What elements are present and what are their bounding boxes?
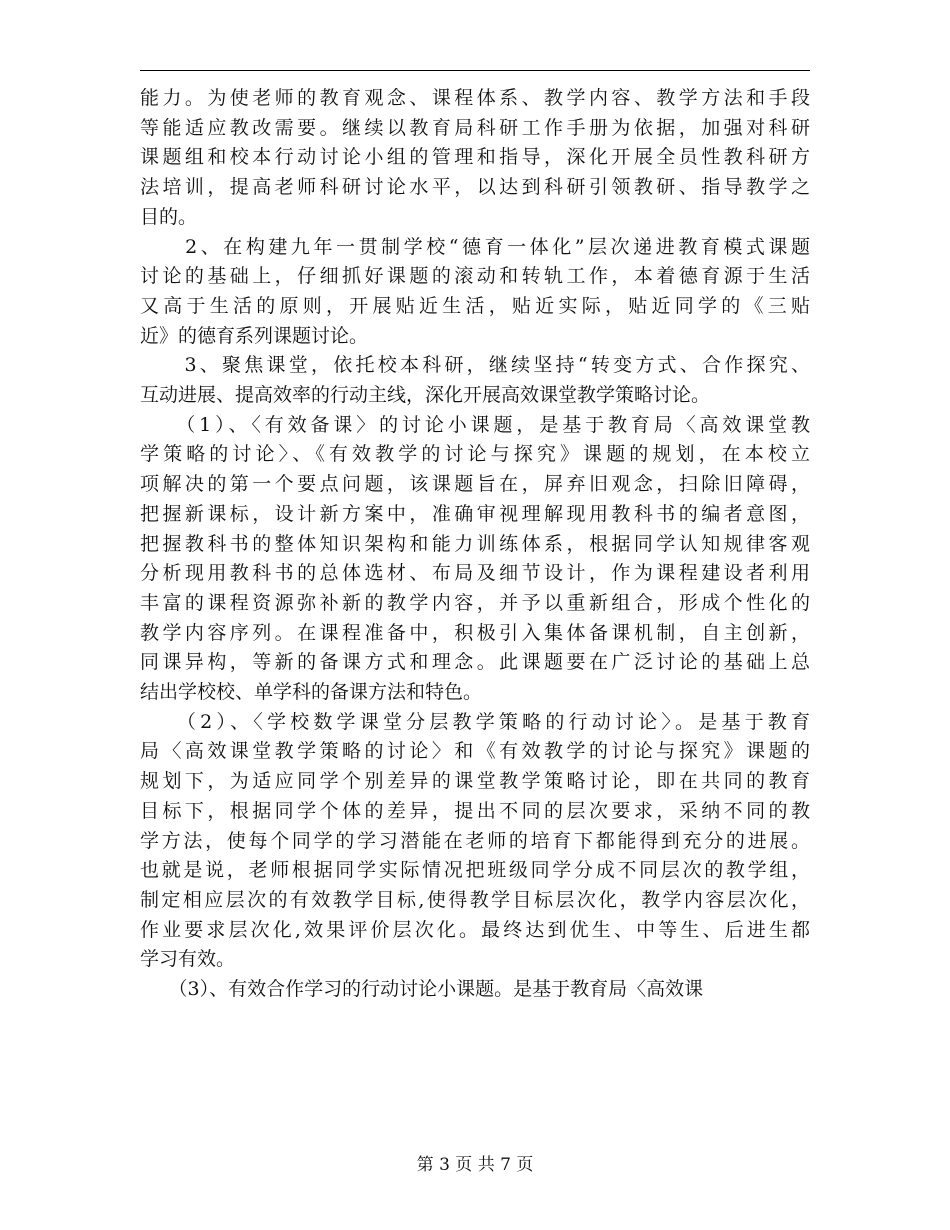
text-line: 把握新课标，设计新方案中，准确审视理解现用教科书的编者意图， [140, 502, 810, 525]
text-line: 等能适应教改需要。继续以教育局科研工作手册为依据，加强对科研 [140, 116, 810, 139]
text-line: 作业要求层次化,效果评价层次化。最终达到优生、中等生、后进生都 [140, 918, 810, 941]
text-line: 2、在构建九年一贯制学校“德育一体化”层次递进教育模式课题 [140, 235, 810, 258]
text-line: 分析现用教科书的总体选材、布局及细节设计，作为课程建设者利用 [140, 562, 810, 585]
header-rule [140, 70, 810, 71]
page-footer: 第 3 页 共 7 页 [416, 1155, 534, 1175]
text-line: 课题组和校本行动讨论小组的管理和指导，深化开展全员性教科研方 [140, 146, 810, 169]
text-line: （2）、〈学校数学课堂分层教学策略的行动讨论〉。是基于教育 [140, 710, 810, 733]
text-line: 又高于生活的原则，开展贴近生活，贴近实际，贴近同学的《三贴 [140, 294, 810, 317]
text-line: 学策略的讨论〉、《有效教学的讨论与探究》课题的规划，在本校立 [140, 443, 810, 466]
text-line: 互动进展、提高效率的行动主线，深化开展高效课堂教学策略讨论。 [140, 384, 711, 407]
text-line: 3、聚焦课堂，依托校本科研，继续坚持“转变方式、合作探究、 [140, 354, 810, 377]
text-line: 局〈高效课堂教学策略的讨论〉和《有效教学的讨论与探究》课题的 [140, 740, 810, 763]
text-line: 能力。为使老师的教育观念、课程体系、教学内容、教学方法和手段 [140, 87, 810, 109]
text-line: 讨论的基础上，仔细抓好课题的滚动和转轨工作，本着德育源于生活 [140, 265, 810, 288]
text-line: （1）、〈有效备课〉的讨论小课题，是基于教育局〈高效课堂教 [140, 413, 810, 436]
text-line: 把握教科书的整体知识架构和能力训练体系，根据同学认知规律客观 [140, 532, 810, 555]
text-line: 同课异构，等新的备课方式和理念。此课题要在广泛讨论的基础上总 [140, 651, 810, 674]
text-line: 法培训，提高老师科研讨论水平，以达到科研引领教研、指导教学之 [140, 176, 810, 199]
text-line: 结出学校校、单学科的备课方法和特色。 [140, 681, 483, 704]
text-line: （3）、有效合作学习的行动讨论小课题。是基于教育局〈高效课 [140, 978, 704, 1001]
body-text [140, 84, 810, 1005]
text-line: 制定相应层次的有效教学目标,使得教学目标层次化，教学内容层次化， [140, 888, 810, 911]
text-line: 目的。 [140, 205, 198, 228]
text-line: 学习有效。 [140, 948, 236, 971]
text-line: 项解决的第一个要点问题，该课题旨在，屏弃旧观念，扫除旧障碍， [140, 473, 810, 496]
text-line: 丰富的课程资源弥补新的教学内容，并予以重新组合，形成个性化的 [140, 591, 810, 614]
text-line: 也就是说，老师根据同学实际情况把班级同学分成不同层次的教学组， [140, 859, 810, 882]
text-line: 学方法，使每个同学的学习潜能在老师的培育下都能得到充分的进展。 [140, 829, 810, 852]
text-line: 目标下，根据同学个体的差异，提出不同的层次要求，采纳不同的教 [140, 799, 810, 822]
text-line: 教学内容序列。在课程准备中，积极引入集体备课机制，自主创新， [140, 621, 810, 644]
text-line: 近》的德育系列课题讨论。 [140, 324, 369, 347]
text-line: 规划下，为适应同学个别差异的课堂教学策略讨论，即在共同的教育 [140, 770, 810, 793]
